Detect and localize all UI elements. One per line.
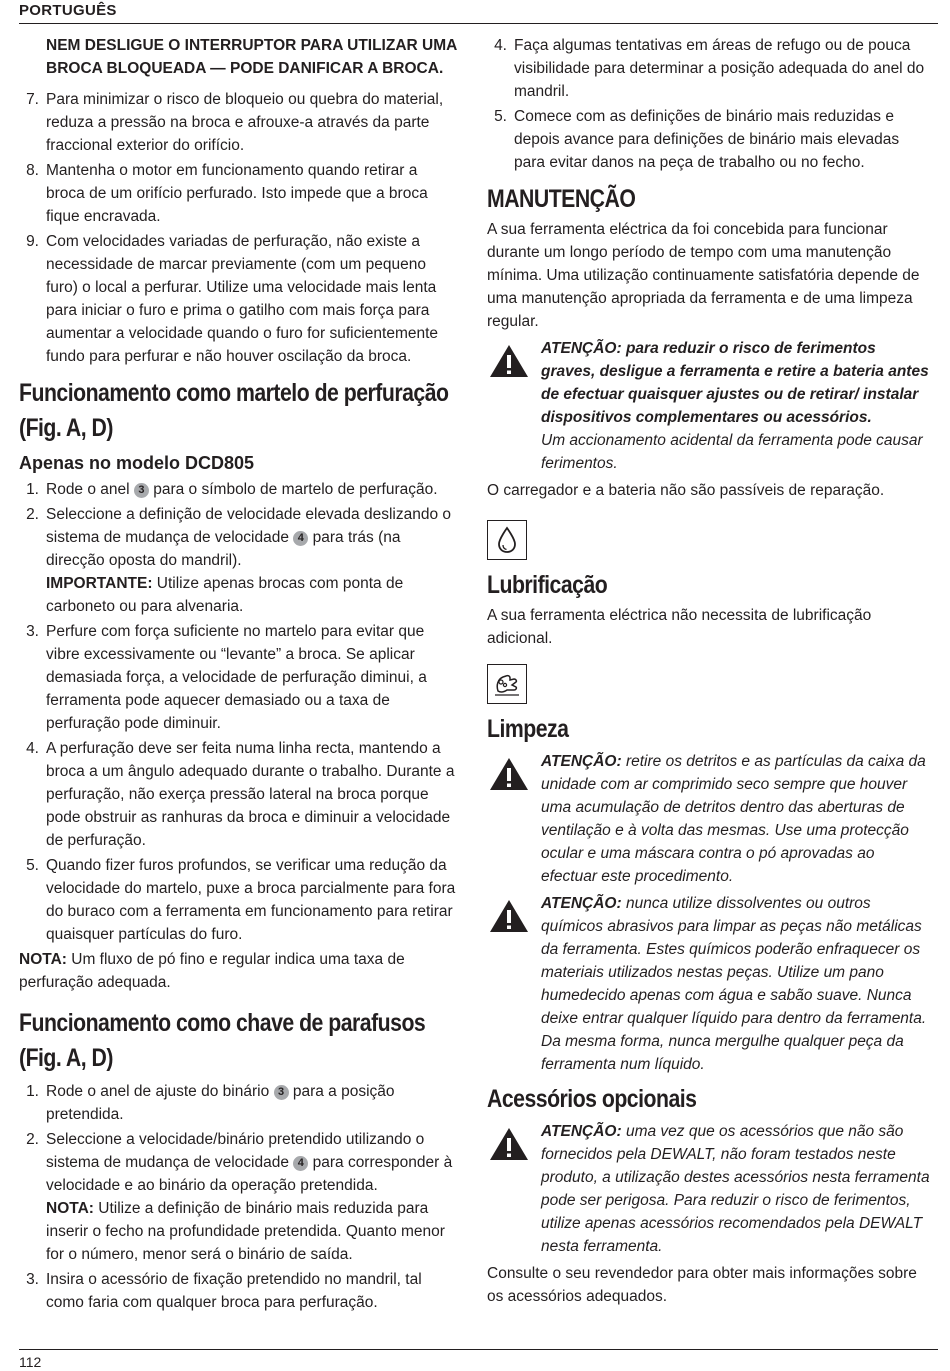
page-number: 112: [19, 1354, 42, 1370]
page-language-header: PORTUGUÊS: [19, 2, 117, 19]
list-item: 3. Perfure com força suficiente no martelo para evitar que vibre excessivamente ou “levante” a broca. Se aplicar demasiada força, a velocidade de perfuração diminui, a ferramenta pode aquecer demasiado ou a taxa de perfuração pode diminuir.: [26, 623, 427, 732]
cleaning-hand-icon: [487, 664, 527, 704]
list-item: 1. Rode o anel 3 para o símbolo de martelo de perfuração.: [26, 481, 438, 498]
list-item: 7. Para minimizar o risco de bloqueio ou quebra do material, reduza a pressão na broca e afrouxe-a através da parte fraccional exterior do orifício.: [26, 91, 444, 154]
lubrication-heading: Lubrificação: [487, 571, 608, 599]
screwdriver-heading: Funcionamento como chave de parafusos (Fig. A, D): [19, 1009, 426, 1072]
cleaning-warning-solvents: ATENÇÃO: nunca utilize dissolventes ou outros químicos abrasivos para limpar as peças não metálicas da ferramenta. Estes químicos poderão enfraquecer os materiais utilizados nestas peças. Utilize um pano humedecido apenas com água e sabão suave. Nunca deixe entrar qualquer líquido para dentro da ferramenta. Da mesma forma, nunca mergulhe qualquer peça da ferramenta num líquido.: [487, 892, 932, 1076]
list-item: 2. Seleccione a velocidade/binário pretendido utilizando o sistema de mudança de velocidade 4 para corresponder à velocidade e ao binário da operação pretendida. NOTA: Utilize a definição de binário mais reduzida para inserir o fecho na profundidade pretendida. Quanto menor for o número, menor será o binário de saída.: [26, 1131, 453, 1263]
callout-marker: 4: [293, 1156, 308, 1171]
warning-triangle-icon: [488, 1126, 530, 1162]
hammer-note: NOTA: Um fluxo de pó fino e regular indica uma taxa de perfuração adequada.: [19, 951, 405, 991]
header-divider: [19, 23, 938, 24]
list-item: 5. Comece com as definições de binário mais reduzidas e depois avance para definições de binário mais elevadas para evitar danos na peça de trabalho ou no fecho.: [494, 108, 900, 171]
locked-bit-warning: NEM DESLIGUE O INTERRUPTOR PARA UTILIZAR UMA BROCA BLOQUEADA — PODE DANIFICAR A BROCA.: [46, 37, 457, 77]
maintenance-heading: MANUTENÇÃO: [487, 185, 636, 213]
list-item: 8. Mantenha o motor em funcionamento quando retirar a broca de um orifício perfurado. Isto impede que a broca fique encravada.: [26, 162, 428, 225]
maintenance-warning: ATENÇÃO: para reduzir o risco de ferimentos graves, desligue a ferramenta e retire a bateria antes de efectuar quaisquer ajustes ou de retirar/ instalar dispositivos complementares ou acessórios. Um accionamento acidental da ferramenta pode causar ferimentos.: [487, 337, 932, 475]
list-item: 5. Quando fizer furos profundos, se verificar uma redução da velocidade do martelo, puxe a broca parcialmente para fora do buraco com a ferramenta em funcionamento para retirar quaisquer partículas do furo.: [26, 857, 456, 943]
warning-triangle-icon: [488, 343, 530, 379]
torque-steps: [487, 34, 932, 174]
list-item: 4. A perfuração deve ser feita numa linha recta, mantendo a broca a um ângulo adequado durante o trabalho. Durante a perfuração, não exerça pressão lateral na broca porque pode obstruir as ranhuras da broca e diminuir a velocidade de perfuração.: [26, 740, 455, 849]
cleaning-heading: Limpeza: [487, 715, 569, 743]
right-column: [487, 34, 932, 1308]
accessories-after: Consulte o seu revendedor para obter mais informações sobre os acessórios adequados.: [487, 1265, 917, 1305]
lubrication-drop-icon: [487, 520, 527, 560]
accessories-heading: Acessórios opcionais: [487, 1085, 697, 1113]
screwdriver-steps: [19, 1080, 459, 1314]
left-column: [19, 34, 459, 1316]
list-item: 4. Faça algumas tentativas em áreas de refugo ou de pouca visibilidade para determinar a posição adequada do anel do mandril.: [494, 37, 925, 100]
lubrication-text: A sua ferramenta eléctrica não necessita de lubrificação adicional.: [487, 607, 872, 647]
list-item: 1. Rode o anel de ajuste do binário 3 para a posição pretendida.: [26, 1083, 395, 1123]
warning-triangle-icon: [488, 756, 530, 792]
model-subheading: Apenas no modelo DCD805: [19, 453, 255, 473]
callout-marker: 3: [134, 483, 149, 498]
warning-triangle-icon: [488, 898, 530, 934]
hammer-drill-heading: Funcionamento como martelo de perfuração (Fig. A, D): [19, 379, 449, 442]
footer-divider: [19, 1349, 938, 1350]
callout-marker: 4: [293, 531, 308, 546]
maintenance-intro: A sua ferramenta eléctrica da foi concebida para funcionar durante um longo período de tempo com uma manutenção mínima. Uma utilização continuamente satisfatória depende de uma manutenção apropriada da ferramenta e de uma limpeza regular.: [487, 221, 920, 330]
list-item: 3. Insira o acessório de fixação pretendido no mandril, tal como faria com qualquer broca para perfuração.: [26, 1271, 422, 1311]
hammer-drill-steps: [19, 478, 459, 946]
drilling-instructions-list: [19, 88, 459, 368]
cleaning-warning-air: ATENÇÃO: retire os detritos e as partículas da caixa da unidade com ar comprimido seco sempre que houver uma acumulação de detritos dentro das aberturas de ventilação e à volta das mesmas. Use uma protecção ocular e uma máscara contra o pó aprovadas ao efectuar este procedimento.: [487, 750, 932, 888]
list-item: 2. Seleccione a definição de velocidade elevada deslizando o sistema de mudança de velocidade 4 para trás (na direcção oposta do mandril). IMPORTANTE: Utilize apenas brocas com ponta de carboneto ou para alvenaria.: [26, 506, 452, 615]
accessories-warning: ATENÇÃO: uma vez que os acessórios que não são fornecidos pela DEWALT, não foram testados neste produto, a utilização destes acessórios nesta ferramenta pode ser perigosa. Para reduzir o risco de ferimentos, utilize apenas acessórios recomendados pela DEWALT nesta ferramenta.: [487, 1120, 932, 1258]
list-item: 9. Com velocidades variadas de perfuração, não existe a necessidade de marcar previamente (com um pequeno furo) o local a perfurar. Utilize uma velocidade mais lenta para iniciar o furo e prima o gatilho com mais força para aumentar a velocidade quando o furo for suficientemente fundo para perfurar e não houver oscilação da broca.: [26, 233, 439, 365]
maintenance-after: O carregador e a bateria não são passíveis de reparação.: [487, 482, 885, 499]
callout-marker: 3: [274, 1085, 289, 1100]
